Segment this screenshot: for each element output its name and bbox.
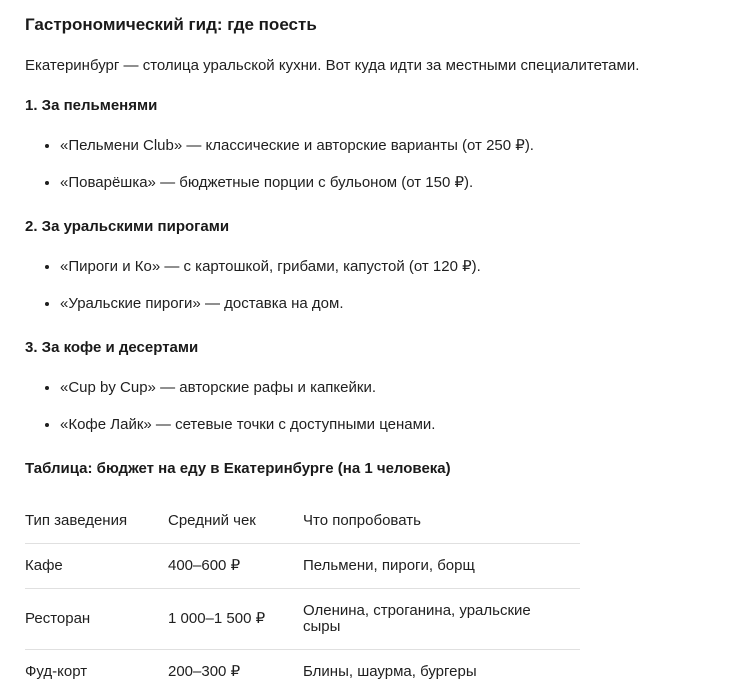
table-header xyxy=(25,499,580,544)
table-header-row xyxy=(25,499,580,544)
table-row xyxy=(25,589,580,650)
list-item: • «Пироги и Ко» — с картошкой, грибами, капустой (от 120 ₽). xyxy=(60,257,721,277)
table-heading: Таблица: бюджет на еду в Екатеринбурге (на 1 человека) xyxy=(25,459,721,479)
bullet-list-pelmeni xyxy=(25,136,721,193)
section-heading-coffee: 3. За кофе и десертами xyxy=(25,338,721,358)
page-title: Гастрономический гид: где поесть xyxy=(25,14,721,36)
bullet-list-pirogi xyxy=(25,257,721,314)
table-body xyxy=(25,544,580,694)
column-header-what-to-try: Что попробовать xyxy=(303,499,580,544)
list-item: • «Поварёшка» — бюджетные порции с бульоном (от 150 ₽). xyxy=(60,173,721,193)
list-item: • «Пельмени Club» — классические и авторские варианты (от 250 ₽). xyxy=(60,136,721,156)
cell-average-check: 400–600 ₽ xyxy=(168,544,303,589)
budget-table xyxy=(25,499,580,694)
section-heading-pirogi: 2. За уральскими пирогами xyxy=(25,217,721,237)
cell-venue-type: Ресторан xyxy=(25,589,168,650)
document-body xyxy=(25,14,721,694)
intro-paragraph: Екатеринбург — столица уральской кухни. Вот куда идти за местными специалитетами. xyxy=(25,56,721,76)
section-heading-pelmeni: 1. За пельменями xyxy=(25,96,721,116)
cell-average-check: 1 000–1 500 ₽ xyxy=(168,589,303,650)
column-header-average-check: Средний чек xyxy=(168,499,303,544)
list-item: • «Кофе Лайк» — сетевые точки с доступными ценами. xyxy=(60,415,721,435)
cell-average-check: 200–300 ₽ xyxy=(168,650,303,694)
list-item: • «Уральские пироги» — доставка на дом. xyxy=(60,294,721,314)
table-row xyxy=(25,544,580,589)
column-header-type: Тип заведения xyxy=(25,499,168,544)
cell-venue-type: Кафе xyxy=(25,544,168,589)
table-row xyxy=(25,650,580,694)
cell-what-to-try: Оленина, строганина, уральские сыры xyxy=(303,589,580,650)
cell-what-to-try: Блины, шаурма, бургеры xyxy=(303,650,580,694)
cell-what-to-try: Пельмени, пироги, борщ xyxy=(303,544,580,589)
bullet-list-coffee xyxy=(25,378,721,435)
list-item: • «Cup by Cup» — авторские рафы и капкейки. xyxy=(60,378,721,398)
cell-venue-type: Фуд-корт xyxy=(25,650,168,694)
